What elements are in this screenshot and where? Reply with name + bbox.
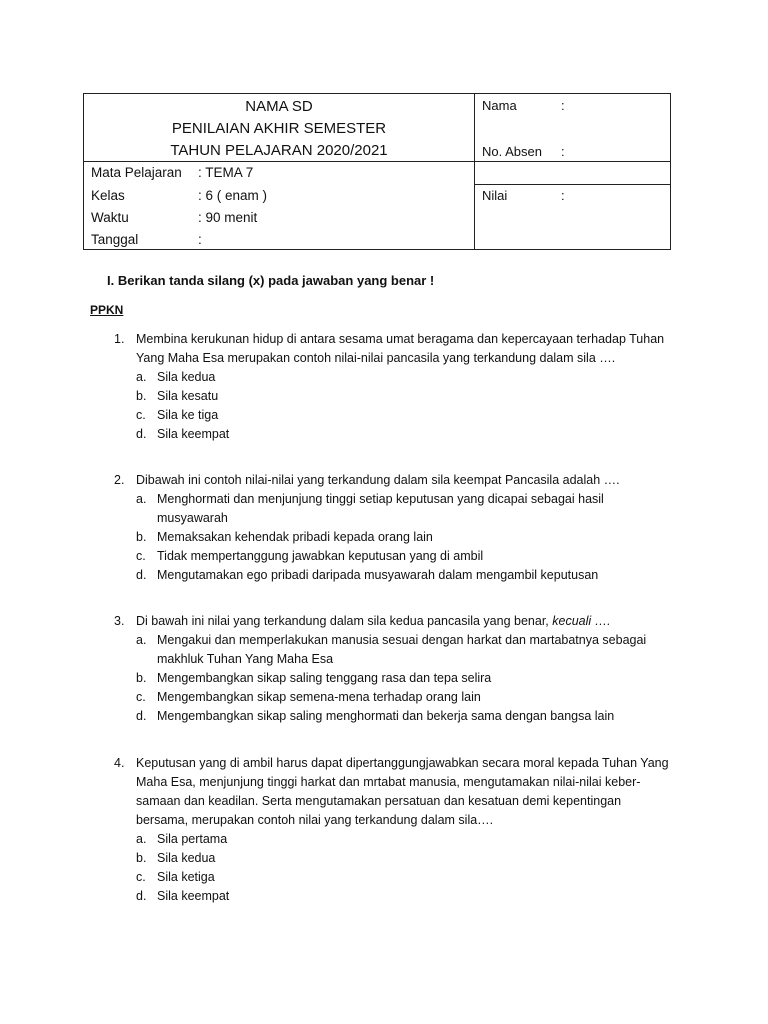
option-c[interactable] bbox=[114, 547, 674, 566]
table-divider bbox=[474, 94, 475, 249]
option-a[interactable] bbox=[114, 631, 674, 669]
question-stem: Membina kerukunan hidup di antara sesama umat beragama dan kepercayaan terhadap Tuhan Yang Maha Esa merupakan contoh nilai-nilai pancasila yang terkandung dalam sila …. bbox=[136, 332, 665, 365]
option-b[interactable] bbox=[114, 528, 674, 547]
option-letter: a. bbox=[136, 633, 147, 647]
option-text: Menghormati dan menjunjung tinggi setiap keputusan yang dicapai sebagai hasil musyawarah bbox=[157, 492, 604, 525]
name-label: Nama bbox=[482, 98, 517, 113]
option-letter: c. bbox=[136, 870, 146, 884]
nilai-colon: : bbox=[561, 188, 565, 203]
header-table bbox=[83, 93, 671, 250]
option-letter: b. bbox=[136, 851, 147, 865]
option-text: Mengutamakan ego pribadi daripada musyawarah dalam mengambil keputusan bbox=[157, 568, 599, 582]
date-value: : bbox=[198, 232, 202, 247]
option-letter: a. bbox=[136, 832, 147, 846]
option-text: Sila keempat bbox=[157, 889, 230, 903]
question-stem: Dibawah ini contoh nilai-nilai yang terkandung dalam sila keempat Pancasila adalah …. bbox=[136, 473, 620, 487]
option-a[interactable] bbox=[114, 490, 674, 528]
table-rule bbox=[474, 184, 670, 185]
question-1 bbox=[114, 330, 674, 444]
time-value: : 90 menit bbox=[198, 210, 258, 225]
option-list bbox=[114, 631, 674, 726]
option-letter: a. bbox=[136, 492, 147, 506]
question-number: 1. bbox=[114, 332, 125, 346]
option-text: Sila ke tiga bbox=[157, 408, 219, 422]
option-a[interactable] bbox=[114, 830, 674, 849]
school-name: NAMA SD bbox=[245, 98, 313, 115]
option-letter: d. bbox=[136, 568, 147, 582]
question-stem bbox=[136, 612, 674, 631]
question-number: 3. bbox=[114, 614, 125, 628]
option-d[interactable] bbox=[114, 707, 674, 726]
time-label: Waktu bbox=[91, 210, 129, 225]
subject-value: : TEMA 7 bbox=[198, 165, 254, 180]
option-c[interactable] bbox=[114, 868, 674, 887]
option-list bbox=[114, 830, 674, 906]
option-text: Sila ketiga bbox=[157, 870, 215, 884]
option-b[interactable] bbox=[114, 849, 674, 868]
question-stem: Keputusan yang di ambil harus dapat dipertanggungjawabkan secara moral kepada Tuhan Yang Maha Esa, menjunjung tinggi harkat dan mrtabat manusia, mengutamakan nilai-nilai keber-samaan dan keadilan. Serta mengutamakan persatuan dan kesatuan demi kepentingan bersama, merupakan contoh nilai yang terkandung dalam sila…. bbox=[136, 756, 669, 827]
stem-text: Di bawah ini nilai yang terkandung dalam sila kedua pancasila yang benar, bbox=[136, 614, 549, 628]
option-letter: b. bbox=[136, 671, 147, 685]
option-letter: a. bbox=[136, 370, 147, 384]
table-rule bbox=[84, 161, 670, 162]
option-a[interactable] bbox=[114, 368, 674, 387]
option-letter: c. bbox=[136, 549, 146, 563]
option-text: Mengakui dan memperlakukan manusia sesuai dengan harkat dan martabatnya sebagai makhluk Tuhan Yang Maha Esa bbox=[157, 633, 647, 666]
option-letter: b. bbox=[136, 389, 147, 403]
option-text: Mengembangkan sikap saling menghormati dan bekerja sama dengan bangsa lain bbox=[157, 709, 615, 723]
date-label: Tanggal bbox=[91, 232, 139, 247]
option-c[interactable] bbox=[114, 406, 674, 425]
option-text: Mengembangkan sikap saling tenggang rasa dan tepa selira bbox=[157, 671, 492, 685]
option-list bbox=[114, 490, 674, 585]
instruction: I. Berikan tanda silang (x) pada jawaban yang benar ! bbox=[107, 273, 435, 288]
option-d[interactable] bbox=[114, 887, 674, 906]
option-letter: d. bbox=[136, 889, 147, 903]
subject-label: Mata Pelajaran bbox=[91, 165, 182, 180]
question-number: 2. bbox=[114, 473, 125, 487]
option-letter: b. bbox=[136, 530, 147, 544]
option-text: Memaksakan kehendak pribadi kepada orang lain bbox=[157, 530, 433, 544]
absen-label: No. Absen bbox=[482, 144, 542, 159]
option-c[interactable] bbox=[114, 688, 674, 707]
option-d[interactable] bbox=[114, 425, 674, 444]
option-letter: d. bbox=[136, 427, 147, 441]
option-text: Sila kedua bbox=[157, 370, 216, 384]
stem-emphasis: kecuali …. bbox=[552, 614, 611, 628]
option-text: Sila keempat bbox=[157, 427, 230, 441]
class-label: Kelas bbox=[91, 188, 125, 203]
name-colon: : bbox=[561, 98, 565, 113]
exam-title: PENILAIAN AKHIR SEMESTER bbox=[171, 120, 387, 137]
question-4 bbox=[114, 754, 674, 906]
option-text: Tidak mempertanggung jawabkan keputusan yang di ambil bbox=[157, 549, 484, 563]
subject-heading: PPKN bbox=[90, 303, 124, 317]
nilai-label: Nilai bbox=[482, 188, 508, 203]
option-text: Mengembangkan sikap semena-mena terhadap orang lain bbox=[157, 690, 481, 704]
option-text: Sila pertama bbox=[157, 832, 228, 846]
option-d[interactable] bbox=[114, 566, 674, 585]
question-2 bbox=[114, 471, 674, 585]
option-b[interactable] bbox=[114, 387, 674, 406]
option-letter: d. bbox=[136, 709, 147, 723]
option-list bbox=[114, 368, 674, 444]
option-text: Sila kedua bbox=[157, 851, 216, 865]
class-value: : 6 ( enam ) bbox=[198, 188, 268, 203]
option-b[interactable] bbox=[114, 669, 674, 688]
option-letter: c. bbox=[136, 690, 146, 704]
academic-year: TAHUN PELAJARAN 2020/2021 bbox=[170, 142, 388, 159]
question-number: 4. bbox=[114, 756, 125, 770]
option-text: Sila kesatu bbox=[157, 389, 219, 403]
option-letter: c. bbox=[136, 408, 146, 422]
question-3 bbox=[114, 612, 674, 726]
absen-colon: : bbox=[561, 144, 565, 159]
